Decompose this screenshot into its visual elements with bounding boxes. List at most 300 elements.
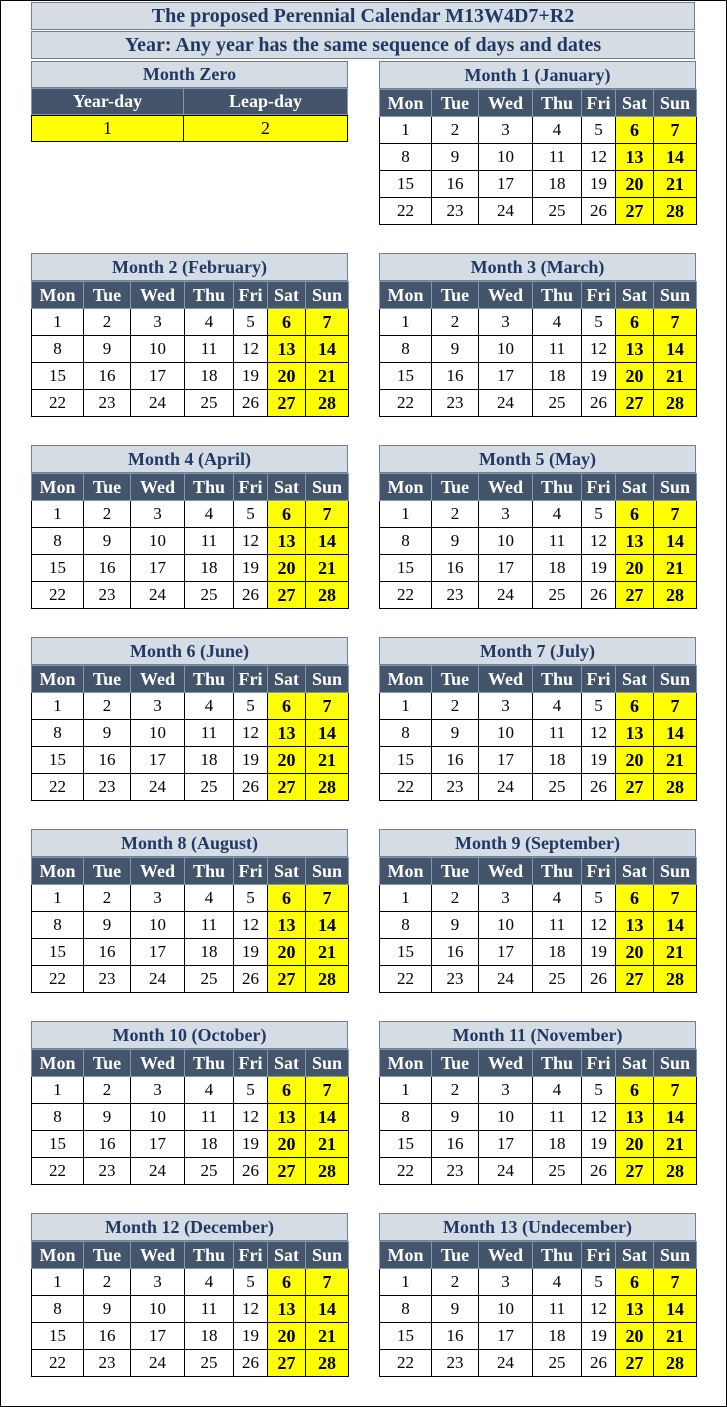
weekend-day-cell: 27: [616, 198, 654, 225]
day-cell: 16: [432, 171, 479, 198]
day-cell: 1: [32, 501, 84, 528]
day-cell: 10: [479, 144, 533, 171]
day-cell: 23: [84, 582, 131, 609]
weekday-header: Mon: [32, 1050, 84, 1077]
weekday-header: Fri: [582, 474, 616, 501]
weekend-day-cell: 27: [616, 1158, 654, 1185]
day-cell: 19: [234, 555, 268, 582]
month-title: Month 7 (July): [379, 637, 696, 665]
day-cell: 2: [432, 885, 479, 912]
week-row: [380, 171, 697, 198]
month-table: [31, 1049, 349, 1185]
week-row: [380, 555, 697, 582]
week-row: [32, 501, 349, 528]
weekend-day-cell: 28: [654, 198, 697, 225]
day-cell: 22: [32, 390, 84, 417]
weekend-day-cell: 20: [616, 363, 654, 390]
month-4-calendar: [31, 445, 348, 609]
week-row: [380, 390, 697, 417]
month-title: Month 11 (November): [379, 1021, 696, 1049]
month-6-calendar: [31, 637, 348, 801]
year-day-header: Year-day: [31, 88, 184, 115]
weekend-day-cell: 6: [268, 885, 306, 912]
weekday-header: Wed: [479, 858, 533, 885]
weekend-day-cell: 13: [268, 528, 306, 555]
weekday-header-row: [32, 1242, 349, 1269]
weekend-day-cell: 14: [654, 336, 697, 363]
weekend-day-cell: 21: [654, 1323, 697, 1350]
month-title: Month 13 (Undecember): [379, 1213, 696, 1241]
day-cell: 9: [432, 720, 479, 747]
week-row: [380, 1131, 697, 1158]
weekday-header: Tue: [84, 474, 131, 501]
day-cell: 1: [380, 309, 432, 336]
day-cell: 24: [479, 1158, 533, 1185]
day-cell: 26: [582, 774, 616, 801]
day-cell: 4: [533, 693, 582, 720]
weekday-header: Sun: [306, 1242, 349, 1269]
weekday-header: Tue: [84, 858, 131, 885]
month-3-calendar: [379, 253, 696, 417]
weekday-header: Thu: [533, 858, 582, 885]
weekday-header: Fri: [234, 666, 268, 693]
weekend-day-cell: 14: [306, 720, 349, 747]
day-cell: 5: [234, 885, 268, 912]
weekday-header: Tue: [432, 282, 479, 309]
weekend-day-cell: 28: [654, 966, 697, 993]
month-title: Month 3 (March): [379, 253, 696, 281]
weekday-header: Fri: [234, 282, 268, 309]
month-table: [379, 281, 697, 417]
week-row: [380, 885, 697, 912]
weekday-header: Thu: [185, 474, 234, 501]
weekday-header: Thu: [185, 1242, 234, 1269]
weekday-header: Mon: [380, 474, 432, 501]
day-cell: 11: [185, 1104, 234, 1131]
day-cell: 22: [380, 966, 432, 993]
day-cell: 15: [32, 363, 84, 390]
weekend-day-cell: 14: [306, 528, 349, 555]
day-cell: 2: [84, 501, 131, 528]
month-table: [31, 473, 349, 609]
weekend-day-cell: 13: [268, 1104, 306, 1131]
weekday-header: Wed: [131, 474, 185, 501]
weekday-header-row: [380, 858, 697, 885]
day-cell: 3: [131, 309, 185, 336]
day-cell: 8: [32, 336, 84, 363]
weekday-header: Sat: [616, 90, 654, 117]
day-cell: 16: [432, 363, 479, 390]
week-row: [380, 747, 697, 774]
day-cell: 11: [185, 912, 234, 939]
weekday-header: Wed: [479, 1242, 533, 1269]
month-table: [31, 857, 349, 993]
weekday-header: Tue: [432, 1242, 479, 1269]
day-cell: 17: [131, 363, 185, 390]
weekend-day-cell: 28: [306, 390, 349, 417]
weekend-day-cell: 21: [654, 939, 697, 966]
day-cell: 16: [84, 1131, 131, 1158]
page-subtitle: Year: Any year has the same sequence of days and dates: [31, 31, 695, 59]
day-cell: 12: [234, 1296, 268, 1323]
leap-day-value: 2: [183, 115, 348, 142]
day-cell: 11: [533, 1104, 582, 1131]
day-cell: 23: [84, 390, 131, 417]
day-cell: 12: [234, 912, 268, 939]
day-cell: 10: [131, 1296, 185, 1323]
weekday-header-row: [32, 282, 349, 309]
day-cell: 17: [479, 747, 533, 774]
week-row: [380, 939, 697, 966]
day-cell: 25: [533, 1158, 582, 1185]
week-row: [380, 363, 697, 390]
day-cell: 25: [533, 774, 582, 801]
day-cell: 26: [582, 390, 616, 417]
day-cell: 18: [533, 1131, 582, 1158]
day-cell: 19: [234, 939, 268, 966]
day-cell: 25: [533, 966, 582, 993]
day-cell: 2: [84, 693, 131, 720]
day-cell: 11: [185, 528, 234, 555]
day-cell: 26: [234, 390, 268, 417]
weekend-day-cell: 13: [616, 144, 654, 171]
day-cell: 4: [185, 693, 234, 720]
day-cell: 15: [380, 363, 432, 390]
weekday-header: Fri: [234, 1050, 268, 1077]
month-title: Month 9 (September): [379, 829, 696, 857]
weekday-header: Wed: [479, 666, 533, 693]
day-cell: 4: [185, 885, 234, 912]
weekend-day-cell: 13: [268, 336, 306, 363]
day-cell: 26: [234, 774, 268, 801]
day-cell: 5: [582, 117, 616, 144]
weekend-day-cell: 21: [654, 171, 697, 198]
day-cell: 16: [432, 1323, 479, 1350]
day-cell: 9: [432, 528, 479, 555]
weekend-day-cell: 7: [306, 1269, 349, 1296]
day-cell: 9: [84, 528, 131, 555]
day-cell: 25: [533, 390, 582, 417]
day-cell: 2: [432, 309, 479, 336]
day-cell: 23: [432, 774, 479, 801]
day-cell: 17: [479, 171, 533, 198]
day-cell: 8: [380, 144, 432, 171]
weekend-day-cell: 7: [654, 1269, 697, 1296]
week-row: [380, 1269, 697, 1296]
day-cell: 22: [32, 966, 84, 993]
weekend-day-cell: 20: [616, 939, 654, 966]
week-row: [380, 1296, 697, 1323]
day-cell: 5: [582, 693, 616, 720]
day-cell: 23: [84, 774, 131, 801]
day-cell: 5: [234, 309, 268, 336]
weekend-day-cell: 27: [616, 1350, 654, 1377]
day-cell: 10: [131, 336, 185, 363]
day-cell: 19: [582, 747, 616, 774]
day-cell: 1: [380, 885, 432, 912]
month-table: [31, 281, 349, 417]
day-cell: 25: [185, 1350, 234, 1377]
day-cell: 2: [432, 117, 479, 144]
day-cell: 26: [234, 966, 268, 993]
day-cell: 5: [582, 501, 616, 528]
day-cell: 4: [533, 309, 582, 336]
day-cell: 4: [185, 1077, 234, 1104]
weekday-header: Wed: [131, 666, 185, 693]
month-title: Month 6 (June): [31, 637, 348, 665]
weekend-day-cell: 20: [268, 1323, 306, 1350]
week-row: [32, 390, 349, 417]
weekend-day-cell: 21: [306, 1131, 349, 1158]
day-cell: 10: [479, 1104, 533, 1131]
day-cell: 15: [32, 1323, 84, 1350]
weekday-header: Thu: [185, 1050, 234, 1077]
day-cell: 19: [582, 939, 616, 966]
day-cell: 16: [84, 555, 131, 582]
week-row: [380, 582, 697, 609]
weekend-day-cell: 6: [268, 693, 306, 720]
weekday-header: Sat: [616, 1242, 654, 1269]
week-row: [32, 555, 349, 582]
week-row: [380, 117, 697, 144]
day-cell: 8: [380, 528, 432, 555]
day-cell: 23: [432, 966, 479, 993]
weekday-header: Thu: [185, 282, 234, 309]
day-cell: 24: [479, 390, 533, 417]
day-cell: 23: [432, 1158, 479, 1185]
weekday-header: Thu: [185, 858, 234, 885]
weekend-day-cell: 14: [654, 144, 697, 171]
week-row: [380, 966, 697, 993]
day-cell: 15: [380, 171, 432, 198]
day-cell: 2: [84, 1077, 131, 1104]
leap-day-header: Leap-day: [183, 88, 348, 115]
weekday-header: Fri: [582, 282, 616, 309]
day-cell: 10: [131, 720, 185, 747]
week-row: [380, 528, 697, 555]
day-cell: 17: [131, 1323, 185, 1350]
day-cell: 26: [582, 966, 616, 993]
weekday-header: Sun: [654, 1050, 697, 1077]
weekend-day-cell: 28: [654, 774, 697, 801]
weekday-header: Mon: [32, 282, 84, 309]
weekday-header: Sun: [306, 666, 349, 693]
day-cell: 8: [32, 720, 84, 747]
day-cell: 9: [432, 1104, 479, 1131]
day-cell: 3: [479, 885, 533, 912]
day-cell: 10: [131, 1104, 185, 1131]
weekday-header: Sat: [616, 282, 654, 309]
day-cell: 12: [582, 1104, 616, 1131]
day-cell: 19: [582, 363, 616, 390]
weekend-day-cell: 21: [306, 939, 349, 966]
weekend-day-cell: 21: [654, 363, 697, 390]
day-cell: 1: [380, 693, 432, 720]
day-cell: 23: [432, 582, 479, 609]
day-cell: 23: [432, 390, 479, 417]
day-cell: 24: [131, 582, 185, 609]
weekend-day-cell: 28: [306, 582, 349, 609]
day-cell: 12: [582, 1296, 616, 1323]
week-row: [32, 747, 349, 774]
week-row: [32, 363, 349, 390]
month-table: [379, 89, 697, 225]
day-cell: 4: [533, 885, 582, 912]
day-cell: 10: [479, 720, 533, 747]
weekday-header: Mon: [32, 858, 84, 885]
day-cell: 9: [432, 1296, 479, 1323]
day-cell: 5: [582, 1077, 616, 1104]
day-cell: 17: [479, 939, 533, 966]
week-row: [32, 774, 349, 801]
weekday-header-row: [380, 90, 697, 117]
day-cell: 2: [432, 1269, 479, 1296]
day-cell: 18: [185, 363, 234, 390]
weekend-day-cell: 27: [268, 1350, 306, 1377]
month-title: Month 10 (October): [31, 1021, 348, 1049]
weekday-header: Sun: [654, 282, 697, 309]
weekend-day-cell: 6: [616, 501, 654, 528]
weekday-header-row: [32, 1050, 349, 1077]
day-cell: 1: [32, 693, 84, 720]
weekday-header: Sun: [654, 474, 697, 501]
day-cell: 25: [533, 1350, 582, 1377]
weekday-header: Thu: [533, 90, 582, 117]
day-cell: 5: [234, 1269, 268, 1296]
day-cell: 9: [84, 1104, 131, 1131]
weekend-day-cell: 6: [616, 693, 654, 720]
day-cell: 10: [131, 528, 185, 555]
day-cell: 10: [479, 336, 533, 363]
weekend-day-cell: 20: [268, 363, 306, 390]
day-cell: 11: [533, 912, 582, 939]
day-cell: 4: [533, 1077, 582, 1104]
month-9-calendar: [379, 829, 696, 993]
day-cell: 18: [185, 1323, 234, 1350]
day-cell: 9: [84, 336, 131, 363]
weekday-header: Sun: [306, 282, 349, 309]
week-row: [32, 528, 349, 555]
week-row: [380, 144, 697, 171]
month-table: [31, 665, 349, 801]
day-cell: 3: [131, 501, 185, 528]
day-cell: 26: [234, 1350, 268, 1377]
day-cell: 22: [380, 1158, 432, 1185]
week-row: [32, 885, 349, 912]
day-cell: 16: [432, 555, 479, 582]
weekday-header: Wed: [131, 1050, 185, 1077]
day-cell: 11: [533, 1296, 582, 1323]
day-cell: 24: [131, 1158, 185, 1185]
month-13-calendar: [379, 1213, 696, 1377]
weekday-header: Mon: [380, 1050, 432, 1077]
day-cell: 9: [84, 912, 131, 939]
week-row: [32, 912, 349, 939]
day-cell: 2: [432, 501, 479, 528]
weekend-day-cell: 14: [654, 1296, 697, 1323]
day-cell: 9: [432, 912, 479, 939]
day-cell: 22: [32, 1350, 84, 1377]
weekday-header-row: [32, 474, 349, 501]
weekend-day-cell: 13: [616, 528, 654, 555]
weekday-header: Sat: [616, 474, 654, 501]
day-cell: 18: [533, 747, 582, 774]
weekday-header: Tue: [84, 666, 131, 693]
weekend-day-cell: 13: [268, 912, 306, 939]
day-cell: 2: [432, 693, 479, 720]
day-cell: 3: [479, 693, 533, 720]
day-cell: 23: [84, 966, 131, 993]
day-cell: 15: [32, 555, 84, 582]
day-cell: 1: [32, 885, 84, 912]
weekday-header: Sun: [306, 1050, 349, 1077]
weekday-header: Fri: [582, 90, 616, 117]
weekday-header: Sun: [654, 90, 697, 117]
day-cell: 15: [380, 1323, 432, 1350]
day-cell: 25: [533, 198, 582, 225]
weekday-header: Wed: [479, 90, 533, 117]
week-row: [380, 309, 697, 336]
day-cell: 10: [131, 912, 185, 939]
week-row: [380, 198, 697, 225]
day-cell: 22: [32, 582, 84, 609]
weekday-header: Sat: [268, 858, 306, 885]
day-cell: 8: [380, 720, 432, 747]
weekend-day-cell: 28: [654, 1158, 697, 1185]
weekday-header: Wed: [131, 858, 185, 885]
weekday-header: Tue: [432, 666, 479, 693]
weekday-header: Wed: [479, 282, 533, 309]
month-7-calendar: [379, 637, 696, 801]
weekend-day-cell: 14: [306, 336, 349, 363]
week-row: [380, 693, 697, 720]
day-cell: 22: [32, 774, 84, 801]
day-cell: 3: [131, 885, 185, 912]
day-cell: 16: [432, 1131, 479, 1158]
day-cell: 16: [84, 939, 131, 966]
weekend-day-cell: 13: [268, 720, 306, 747]
day-cell: 22: [380, 582, 432, 609]
day-cell: 24: [479, 1350, 533, 1377]
day-cell: 2: [84, 309, 131, 336]
month-11-calendar: [379, 1021, 696, 1185]
day-cell: 18: [533, 1323, 582, 1350]
weekday-header: Wed: [131, 282, 185, 309]
weekend-day-cell: 28: [654, 390, 697, 417]
day-cell: 10: [479, 528, 533, 555]
week-row: [32, 309, 349, 336]
month-table: [379, 1049, 697, 1185]
weekday-header: Sat: [268, 474, 306, 501]
day-cell: 17: [479, 1131, 533, 1158]
day-cell: 17: [131, 1131, 185, 1158]
weekend-day-cell: 27: [616, 774, 654, 801]
weekend-day-cell: 7: [654, 309, 697, 336]
day-cell: 5: [234, 1077, 268, 1104]
day-cell: 25: [185, 1158, 234, 1185]
day-cell: 4: [533, 501, 582, 528]
day-cell: 25: [185, 774, 234, 801]
weekend-day-cell: 7: [654, 693, 697, 720]
day-cell: 11: [185, 336, 234, 363]
day-cell: 16: [84, 1323, 131, 1350]
day-cell: 18: [185, 1131, 234, 1158]
weekend-day-cell: 27: [616, 966, 654, 993]
day-cell: 1: [32, 1269, 84, 1296]
month-table: [379, 473, 697, 609]
day-cell: 17: [131, 555, 185, 582]
week-row: [380, 1077, 697, 1104]
